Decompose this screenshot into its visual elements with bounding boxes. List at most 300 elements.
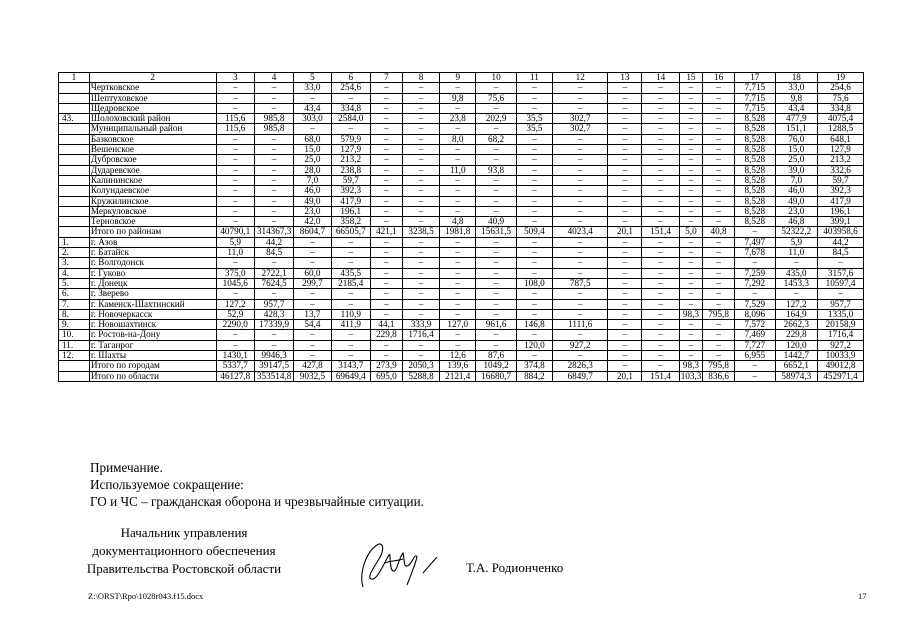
value-cell: –	[642, 186, 679, 196]
row-name-cell: г. Новочеркасск	[89, 309, 216, 319]
row-number-cell: 1.	[59, 237, 90, 247]
value-cell: –	[703, 340, 735, 350]
value-cell: –	[516, 268, 552, 278]
value-cell: 1288,5	[818, 124, 864, 134]
value-cell: –	[516, 289, 552, 299]
value-cell: –	[331, 124, 370, 134]
table-row	[59, 258, 864, 268]
value-cell: –	[476, 289, 516, 299]
value-cell: –	[440, 83, 476, 93]
value-cell: –	[216, 155, 254, 165]
value-cell: –	[476, 175, 516, 185]
value-cell: –	[216, 175, 254, 185]
value-cell: –	[608, 145, 642, 155]
value-cell: 9032,5	[294, 371, 331, 381]
value-cell: 1981,8	[440, 227, 476, 237]
row-number-cell	[59, 103, 90, 113]
value-cell: 985,8	[254, 124, 293, 134]
value-cell: 1716,4	[818, 330, 864, 340]
table-row	[59, 83, 864, 93]
column-number-cell: 7	[370, 73, 402, 83]
column-number-cell: 16	[703, 73, 735, 83]
row-number-cell	[59, 175, 90, 185]
column-number-cell: 11	[516, 73, 552, 83]
row-number-cell	[59, 227, 90, 237]
value-cell: 75,6	[476, 93, 516, 103]
value-cell: –	[679, 320, 702, 330]
value-cell: –	[402, 175, 439, 185]
signatory-name: Т.А. Родионченко	[466, 560, 564, 575]
value-cell: –	[608, 124, 642, 134]
signatory-title	[68, 524, 300, 578]
value-cell: –	[703, 114, 735, 124]
value-cell: –	[703, 278, 735, 288]
value-cell: 229,8	[775, 330, 818, 340]
value-cell: –	[642, 155, 679, 165]
value-cell: –	[370, 206, 402, 216]
value-cell: 151,4	[642, 227, 679, 237]
value-cell: –	[216, 103, 254, 113]
value-cell: 2826,3	[553, 361, 608, 371]
value-cell: 52,9	[216, 309, 254, 319]
value-cell: –	[553, 289, 608, 299]
value-cell: –	[440, 340, 476, 350]
value-cell: 1453,3	[775, 278, 818, 288]
value-cell: –	[440, 206, 476, 216]
value-cell: –	[331, 248, 370, 258]
row-name-cell: Шолоховский район	[89, 114, 216, 124]
value-cell: –	[642, 145, 679, 155]
value-cell: –	[402, 309, 439, 319]
table-row	[59, 299, 864, 309]
value-cell: –	[370, 299, 402, 309]
value-cell: 2290,0	[216, 320, 254, 330]
value-cell: 403958,6	[818, 227, 864, 237]
value-cell: –	[642, 330, 679, 340]
value-cell: 127,0	[440, 320, 476, 330]
row-name-cell: г. Шахты	[89, 351, 216, 361]
note-abbreviation-label: Используемое сокращение:	[90, 477, 244, 492]
value-cell: –	[370, 258, 402, 268]
value-cell: –	[254, 206, 293, 216]
value-cell: 23,0	[775, 206, 818, 216]
value-cell: 127,9	[818, 145, 864, 155]
value-cell: 1716,4	[402, 330, 439, 340]
value-cell: –	[516, 309, 552, 319]
value-cell: –	[679, 268, 702, 278]
value-cell: –	[476, 186, 516, 196]
value-cell: 93,8	[476, 165, 516, 175]
value-cell: –	[294, 299, 331, 309]
value-cell: 69649,4	[331, 371, 370, 381]
value-cell: 8,528	[735, 165, 775, 175]
value-cell: –	[553, 258, 608, 268]
value-cell: 4023,4	[553, 227, 608, 237]
table-row	[59, 371, 864, 381]
row-name-cell: Шептуховское	[89, 93, 216, 103]
value-cell: –	[370, 145, 402, 155]
value-cell: –	[402, 278, 439, 288]
value-cell: –	[331, 330, 370, 340]
value-cell: 75,6	[818, 93, 864, 103]
value-cell: 20,1	[608, 371, 642, 381]
row-number-cell: 3.	[59, 258, 90, 268]
value-cell: 957,7	[818, 299, 864, 309]
value-cell: –	[402, 340, 439, 350]
value-cell: 7,715	[735, 103, 775, 113]
value-cell: 15,0	[294, 145, 331, 155]
value-cell: –	[440, 258, 476, 268]
value-cell: –	[703, 134, 735, 144]
value-cell: –	[216, 93, 254, 103]
value-cell: –	[608, 196, 642, 206]
value-cell: 961,6	[476, 320, 516, 330]
value-cell: 695,0	[370, 371, 402, 381]
value-cell: 49,0	[294, 196, 331, 206]
value-cell: 477,9	[775, 114, 818, 124]
value-cell: 334,8	[818, 103, 864, 113]
value-cell: –	[679, 248, 702, 258]
value-cell: –	[440, 175, 476, 185]
value-cell: –	[703, 248, 735, 258]
value-cell: –	[402, 206, 439, 216]
value-cell: –	[703, 186, 735, 196]
value-cell: –	[216, 186, 254, 196]
column-number-cell: 17	[735, 73, 775, 83]
value-cell: 6652,1	[775, 361, 818, 371]
value-cell: –	[553, 103, 608, 113]
value-cell: 68,0	[294, 134, 331, 144]
value-cell: –	[703, 237, 735, 247]
value-cell: 884,2	[516, 371, 552, 381]
value-cell: –	[735, 289, 775, 299]
value-cell: –	[294, 237, 331, 247]
table-row	[59, 186, 864, 196]
signatory-title-line3: Правительства Ростовской области	[86, 561, 282, 576]
row-name-cell: Дударевское	[89, 165, 216, 175]
value-cell: 374,8	[516, 361, 552, 371]
table-row	[59, 165, 864, 175]
value-cell: –	[440, 278, 476, 288]
value-cell: –	[331, 351, 370, 361]
value-cell: 927,2	[818, 340, 864, 350]
value-cell: –	[703, 217, 735, 227]
value-cell: –	[440, 289, 476, 299]
row-number-cell: 9.	[59, 320, 90, 330]
value-cell: –	[703, 93, 735, 103]
row-number-cell: 12.	[59, 351, 90, 361]
value-cell: –	[516, 248, 552, 258]
value-cell: 985,8	[254, 114, 293, 124]
value-cell: –	[703, 145, 735, 155]
value-cell: –	[402, 237, 439, 247]
value-cell: 5,9	[216, 237, 254, 247]
value-cell: 8,528	[735, 206, 775, 216]
value-cell: –	[402, 83, 439, 93]
row-number-cell: 4.	[59, 268, 90, 278]
value-cell: –	[402, 248, 439, 258]
value-cell: –	[440, 248, 476, 258]
table-row	[59, 103, 864, 113]
value-cell: 39,0	[775, 165, 818, 175]
value-cell: –	[370, 103, 402, 113]
column-number-cell: 8	[402, 73, 439, 83]
value-cell: 427,8	[294, 361, 331, 371]
row-name-cell: г. Таганрог	[89, 340, 216, 350]
value-cell: 273,9	[370, 361, 402, 371]
value-cell: 1111,6	[553, 320, 608, 330]
value-cell: –	[642, 103, 679, 113]
column-number-cell: 2	[89, 73, 216, 83]
value-cell: –	[679, 186, 702, 196]
value-cell: 229,8	[370, 330, 402, 340]
value-cell: 59,7	[818, 175, 864, 185]
value-cell: –	[553, 330, 608, 340]
row-name-cell: Калининское	[89, 175, 216, 185]
value-cell: 2185,4	[331, 278, 370, 288]
value-cell: 54,4	[294, 320, 331, 330]
value-cell: 787,5	[553, 278, 608, 288]
value-cell: –	[294, 248, 331, 258]
value-cell: –	[476, 145, 516, 155]
row-name-cell: г. Батайск	[89, 248, 216, 258]
value-cell: –	[402, 134, 439, 144]
value-cell: –	[476, 124, 516, 134]
value-cell: 46127,8	[216, 371, 254, 381]
value-cell: –	[679, 206, 702, 216]
value-cell: –	[679, 134, 702, 144]
value-cell: 5288,8	[402, 371, 439, 381]
value-cell: –	[553, 175, 608, 185]
row-name-cell: г. Донецк	[89, 278, 216, 288]
value-cell: –	[608, 186, 642, 196]
value-cell: 795,8	[703, 309, 735, 319]
value-cell: 44,2	[254, 237, 293, 247]
value-cell: –	[516, 330, 552, 340]
value-cell: –	[476, 299, 516, 309]
value-cell: –	[642, 175, 679, 185]
value-cell: –	[642, 237, 679, 247]
value-cell: –	[642, 320, 679, 330]
value-cell: –	[254, 340, 293, 350]
value-cell: 8,0	[440, 134, 476, 144]
value-cell: –	[608, 165, 642, 175]
value-cell: 15631,5	[476, 227, 516, 237]
value-cell: 84,5	[254, 248, 293, 258]
value-cell: –	[642, 196, 679, 206]
row-number-cell	[59, 134, 90, 144]
value-cell: 164,9	[775, 309, 818, 319]
value-cell: –	[679, 299, 702, 309]
value-cell: 46,0	[294, 186, 331, 196]
value-cell: –	[516, 165, 552, 175]
value-cell: –	[216, 165, 254, 175]
value-cell: –	[679, 289, 702, 299]
row-name-cell: Меркуловское	[89, 206, 216, 216]
value-cell: 1430,1	[216, 351, 254, 361]
value-cell: –	[254, 145, 293, 155]
value-cell: 16680,7	[476, 371, 516, 381]
value-cell: 20158,9	[818, 320, 864, 330]
value-cell: –	[402, 145, 439, 155]
value-cell: 1045,6	[216, 278, 254, 288]
value-cell: –	[608, 268, 642, 278]
value-cell: –	[735, 371, 775, 381]
value-cell: –	[516, 134, 552, 144]
value-cell: 139,6	[440, 361, 476, 371]
row-number-cell	[59, 165, 90, 175]
value-cell: –	[216, 145, 254, 155]
value-cell: 375,0	[216, 268, 254, 278]
value-cell: 2662,3	[775, 320, 818, 330]
value-cell: –	[440, 124, 476, 134]
value-cell: 8,528	[735, 175, 775, 185]
value-cell: –	[642, 309, 679, 319]
value-cell: 213,2	[331, 155, 370, 165]
table-row	[59, 351, 864, 361]
value-cell: 40,9	[476, 217, 516, 227]
value-cell: 58974,3	[775, 371, 818, 381]
value-cell: –	[818, 258, 864, 268]
value-cell: 115,6	[216, 124, 254, 134]
table-row	[59, 340, 864, 350]
value-cell: –	[254, 165, 293, 175]
value-cell: –	[642, 124, 679, 134]
signatory-title-line2: документационного обеспечения	[92, 543, 276, 558]
note-abbreviation-text: ГО и ЧС – гражданская оборона и чрезвычайные ситуации.	[90, 494, 424, 509]
value-cell: 115,6	[216, 114, 254, 124]
value-cell: 11,0	[216, 248, 254, 258]
column-number-cell: 15	[679, 73, 702, 83]
value-cell: –	[553, 186, 608, 196]
value-cell: –	[331, 299, 370, 309]
data-table	[58, 72, 864, 382]
value-cell: 146,8	[516, 320, 552, 330]
table-row	[59, 361, 864, 371]
value-cell: –	[679, 351, 702, 361]
value-cell: 2121,4	[440, 371, 476, 381]
value-cell: 6,955	[735, 351, 775, 361]
value-cell: –	[679, 237, 702, 247]
value-cell: 509,4	[516, 227, 552, 237]
row-name-cell: Кружилинское	[89, 196, 216, 206]
value-cell: 39147,5	[254, 361, 293, 371]
column-number-cell: 1	[59, 73, 90, 83]
value-cell: –	[516, 155, 552, 165]
value-cell: –	[703, 330, 735, 340]
value-cell: 20,1	[608, 227, 642, 237]
value-cell: –	[440, 309, 476, 319]
value-cell: –	[679, 103, 702, 113]
value-cell: –	[608, 206, 642, 216]
value-cell: –	[254, 93, 293, 103]
value-cell: 332,6	[818, 165, 864, 175]
value-cell: –	[642, 217, 679, 227]
value-cell: 1335,0	[818, 309, 864, 319]
value-cell: –	[642, 340, 679, 350]
row-number-cell: 10.	[59, 330, 90, 340]
value-cell: –	[370, 134, 402, 144]
value-cell: 7,727	[735, 340, 775, 350]
value-cell: –	[703, 258, 735, 268]
value-cell: 15,0	[775, 145, 818, 155]
value-cell: –	[476, 155, 516, 165]
value-cell: 7,572	[735, 320, 775, 330]
value-cell: –	[216, 289, 254, 299]
value-cell: –	[553, 83, 608, 93]
value-cell: –	[703, 165, 735, 175]
value-cell: 127,2	[775, 299, 818, 309]
row-name-cell: Колундаевское	[89, 186, 216, 196]
value-cell: 417,9	[331, 196, 370, 206]
signatory-title-line1: Начальник управления	[120, 525, 248, 540]
value-cell: –	[775, 289, 818, 299]
table-row	[59, 114, 864, 124]
row-number-cell	[59, 124, 90, 134]
row-name-cell: г. Каменск-Шахтинский	[89, 299, 216, 309]
table-row	[59, 227, 864, 237]
row-number-cell	[59, 83, 90, 93]
value-cell: 302,7	[553, 124, 608, 134]
value-cell: –	[608, 217, 642, 227]
value-cell: –	[440, 196, 476, 206]
value-cell: –	[703, 196, 735, 206]
value-cell: –	[516, 299, 552, 309]
row-number-cell: 43.	[59, 114, 90, 124]
value-cell: 8,528	[735, 124, 775, 134]
value-cell: 127,2	[216, 299, 254, 309]
value-cell: 42,0	[294, 217, 331, 227]
value-cell: 10597,4	[818, 278, 864, 288]
value-cell: –	[553, 93, 608, 103]
value-cell: –	[608, 351, 642, 361]
value-cell: –	[703, 155, 735, 165]
value-cell: 68,2	[476, 134, 516, 144]
value-cell: 110,9	[331, 309, 370, 319]
value-cell: –	[476, 83, 516, 93]
table-row	[59, 237, 864, 247]
value-cell: 9,8	[775, 93, 818, 103]
value-cell: –	[608, 103, 642, 113]
value-cell: 299,7	[294, 278, 331, 288]
handwritten-signature	[345, 535, 445, 595]
value-cell: –	[294, 258, 331, 268]
row-name-cell: Вешенское	[89, 145, 216, 155]
value-cell: –	[553, 165, 608, 175]
value-cell: –	[254, 258, 293, 268]
value-cell: –	[553, 206, 608, 216]
value-cell: –	[553, 196, 608, 206]
value-cell: –	[679, 258, 702, 268]
row-number-cell	[59, 206, 90, 216]
value-cell: –	[370, 165, 402, 175]
value-cell: –	[553, 217, 608, 227]
value-cell: 4,8	[440, 217, 476, 227]
value-cell: –	[402, 299, 439, 309]
row-name-cell: Дубровское	[89, 155, 216, 165]
row-name-cell: Итого по городам	[89, 361, 216, 371]
value-cell: –	[703, 320, 735, 330]
value-cell: 452971,4	[818, 371, 864, 381]
value-cell: 927,2	[553, 340, 608, 350]
row-number-cell	[59, 371, 90, 381]
value-cell: 8,528	[735, 145, 775, 155]
value-cell: –	[370, 268, 402, 278]
value-cell: 7,259	[735, 268, 775, 278]
value-cell: –	[370, 155, 402, 165]
value-cell: –	[608, 114, 642, 124]
note-heading: Примечание.	[90, 460, 163, 475]
